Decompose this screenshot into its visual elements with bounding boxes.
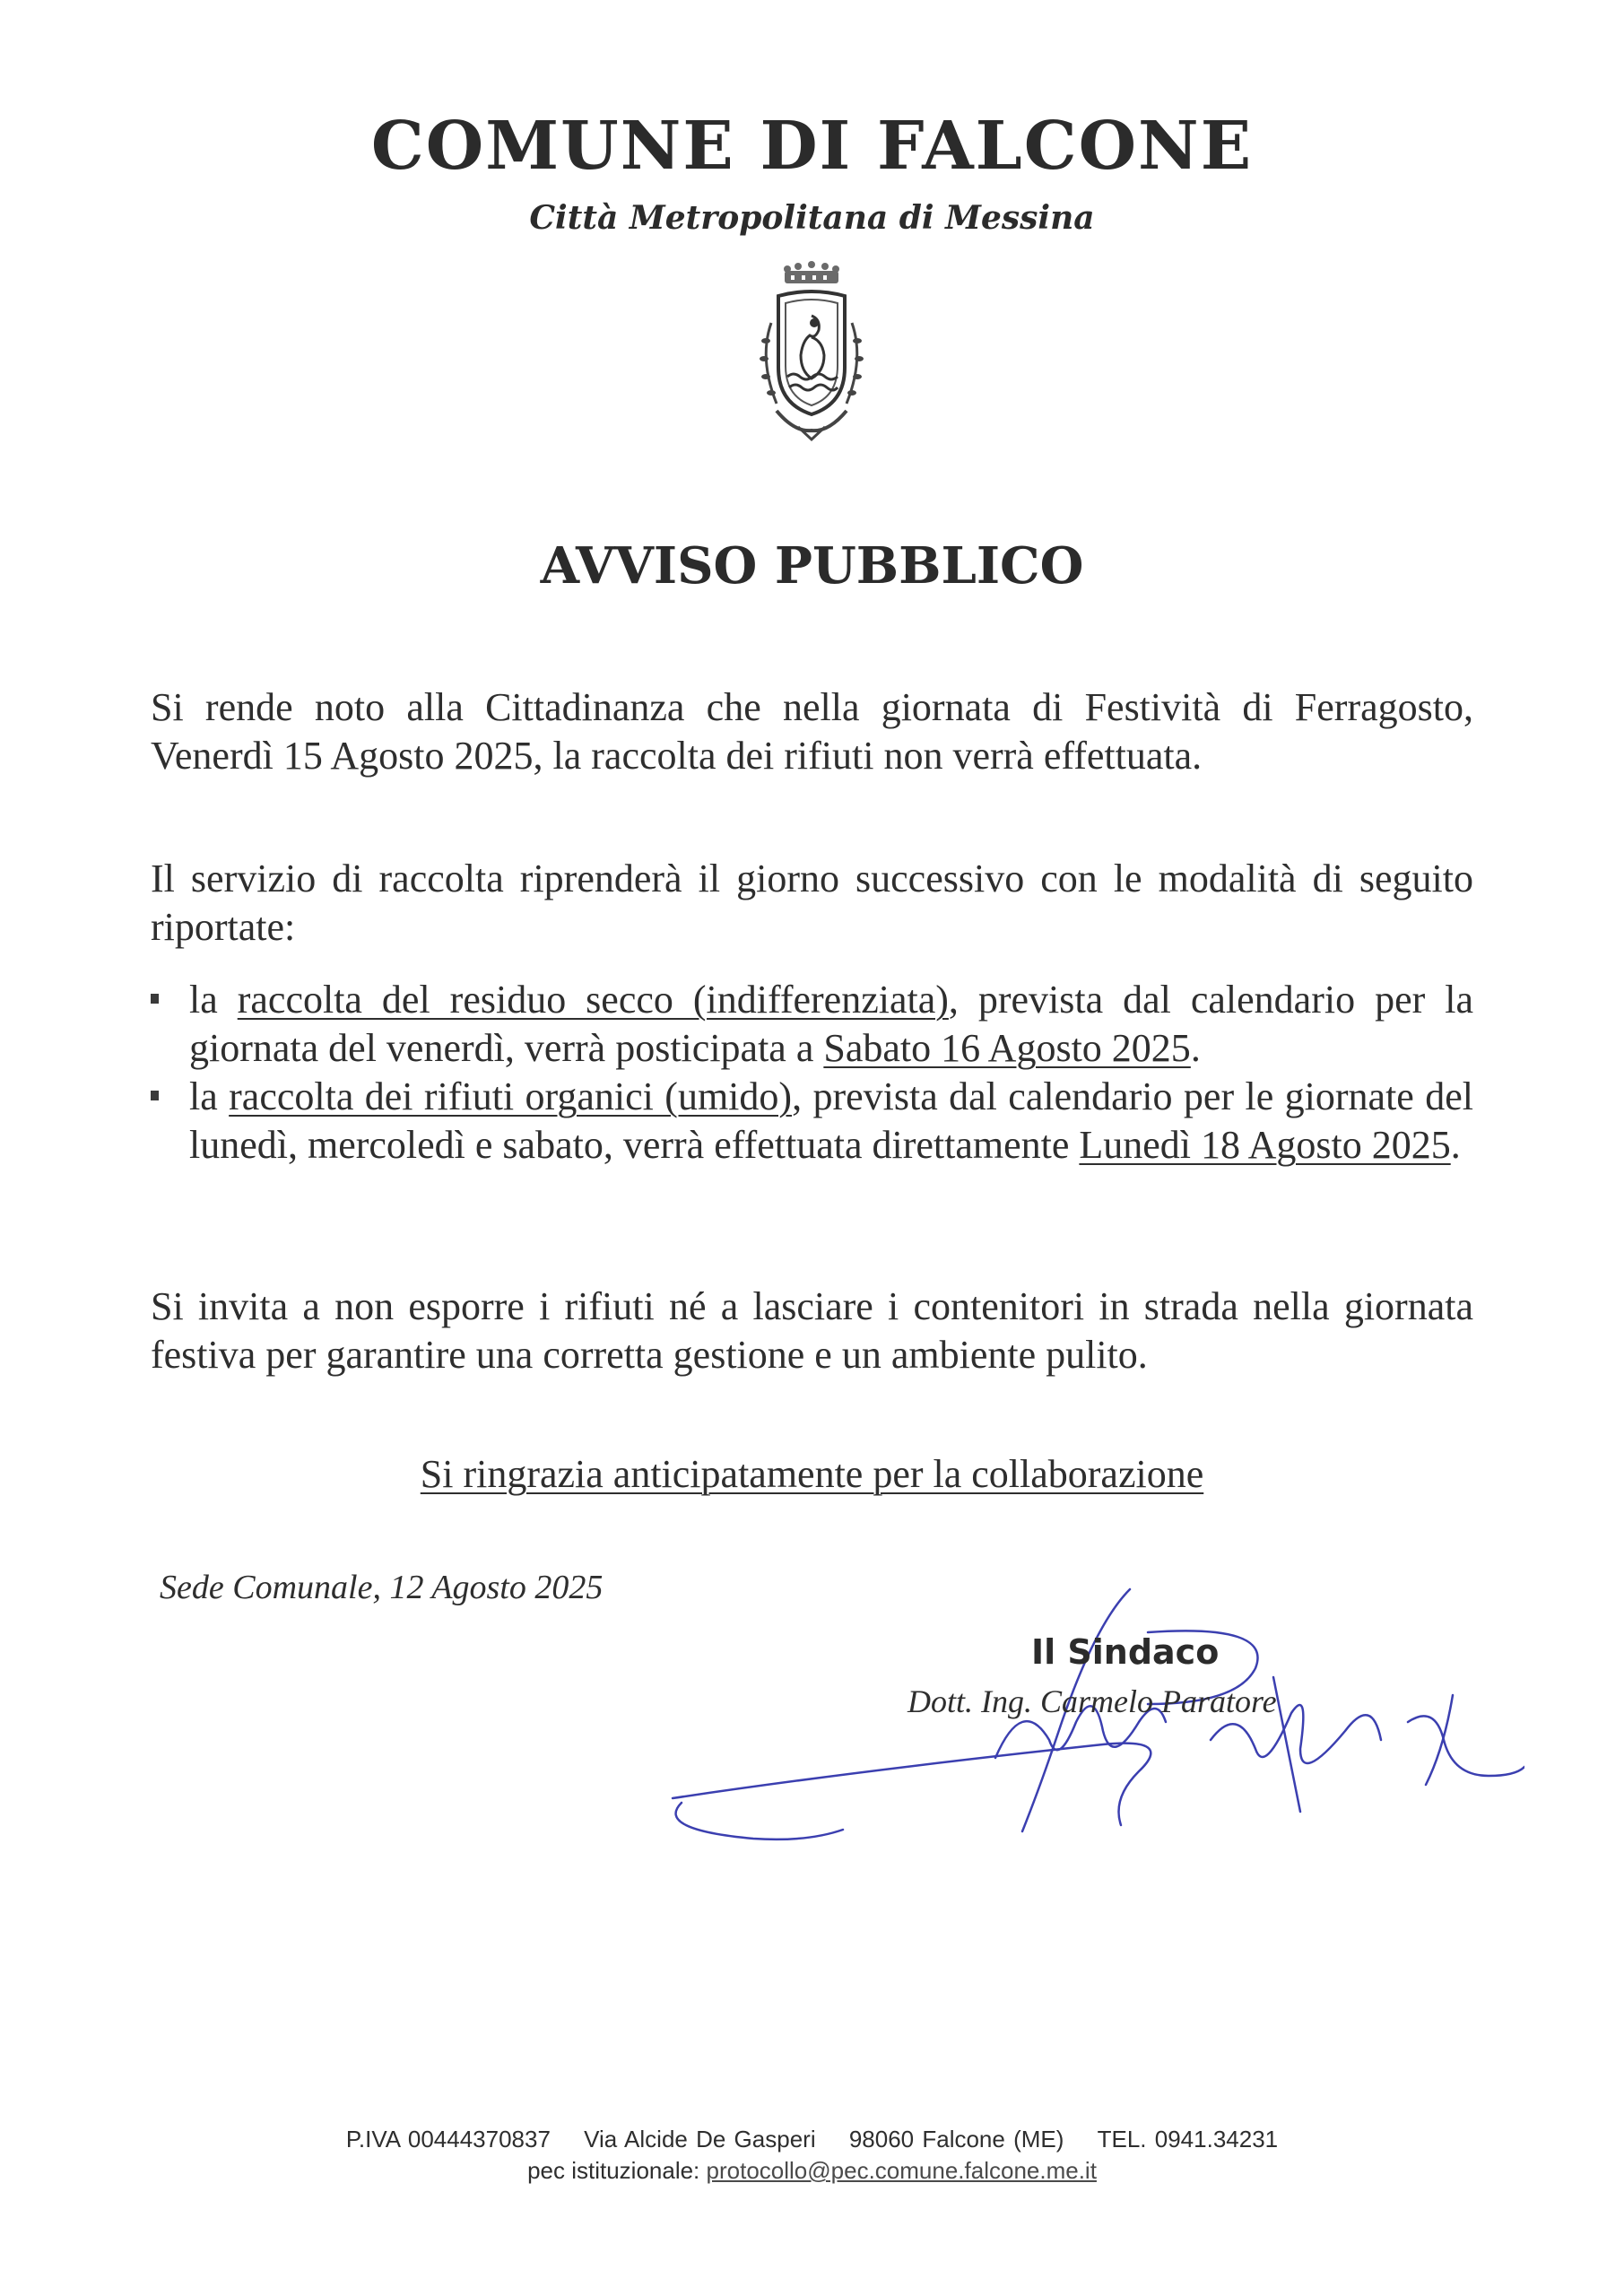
bullet-text: , prevista dal calendario per la giornata del venerdì, verrà posticipata a bbox=[189, 978, 1473, 1070]
place-and-date: Sede Comunale, 12 Agosto 2025 bbox=[160, 1569, 604, 1606]
coat-of-arms-icon bbox=[735, 260, 888, 462]
pec-email-link[interactable]: protocollo@pec.comune.falcone.me.it bbox=[706, 2157, 1097, 2184]
bullet-text: . bbox=[1190, 1026, 1201, 1070]
city-postcode: 98060 Falcone (ME) bbox=[848, 2126, 1064, 2152]
organic-waste-label: raccolta dei rifiuti organici (umido) bbox=[229, 1074, 793, 1118]
list-item bbox=[151, 976, 1473, 1073]
vat-number: P.IVA 00444370837 bbox=[345, 2126, 551, 2152]
municipality-title: COMUNE DI FALCONE bbox=[370, 108, 1254, 185]
paragraph-invitation: Si invita a non esporre i rifiuti né a lasciare i contenitori in strada nella giornata festiva per garantire una corretta gestione e un ambiente pulito. bbox=[151, 1284, 1473, 1377]
organic-waste-date: Lunedì 18 Agosto 2025 bbox=[1079, 1123, 1451, 1167]
residual-waste-label: raccolta del residuo secco (indifferenziata) bbox=[237, 978, 949, 1022]
bullet-icon bbox=[151, 1091, 159, 1100]
mayor-name: Dott. Ing. Carmelo Paratore bbox=[908, 1683, 1277, 1719]
paragraph-service-resume: Il servizio di raccolta riprenderà il giorno successivo con le modalità di seguito riportate: bbox=[151, 857, 1473, 949]
collection-schedule-list bbox=[151, 976, 1473, 1170]
notice-title: AVVISO PUBBLICO bbox=[540, 536, 1084, 596]
bullet-text: la bbox=[189, 978, 238, 1022]
mayor-title: Il Sindaco bbox=[1031, 1632, 1220, 1672]
thanks-line bbox=[0, 1451, 1624, 1497]
paragraph-announcement: Si rende noto alla Cittadinanza che nella giornata di Festività di Ferragosto, Venerdì 15 Agosto 2025, la raccolta dei rifiuti non verrà effettuata. bbox=[151, 685, 1473, 778]
bullet-text: , prevista dal calendario per le giornate del lunedì, mercoledì e sabato, verrà effettuata direttamente bbox=[189, 1074, 1473, 1167]
thanks-text: Si ringrazia anticipatamente per la collaborazione bbox=[420, 1452, 1204, 1496]
list-item bbox=[151, 1073, 1473, 1170]
bullet-text: la bbox=[189, 1074, 230, 1118]
municipality-subtitle: Città Metropolitana di Messina bbox=[529, 199, 1095, 237]
residual-waste-date: Sabato 16 Agosto 2025 bbox=[823, 1026, 1191, 1070]
bullet-icon bbox=[151, 994, 159, 1004]
footer-pec bbox=[0, 2157, 1624, 2185]
bullet-text: . bbox=[1450, 1123, 1461, 1167]
footer-contacts bbox=[0, 2126, 1624, 2153]
pec-label: pec istituzionale: bbox=[527, 2157, 700, 2184]
phone-number: TEL. 0941.34231 bbox=[1097, 2126, 1279, 2152]
street-address: Via Alcide De Gasperi bbox=[584, 2126, 816, 2152]
